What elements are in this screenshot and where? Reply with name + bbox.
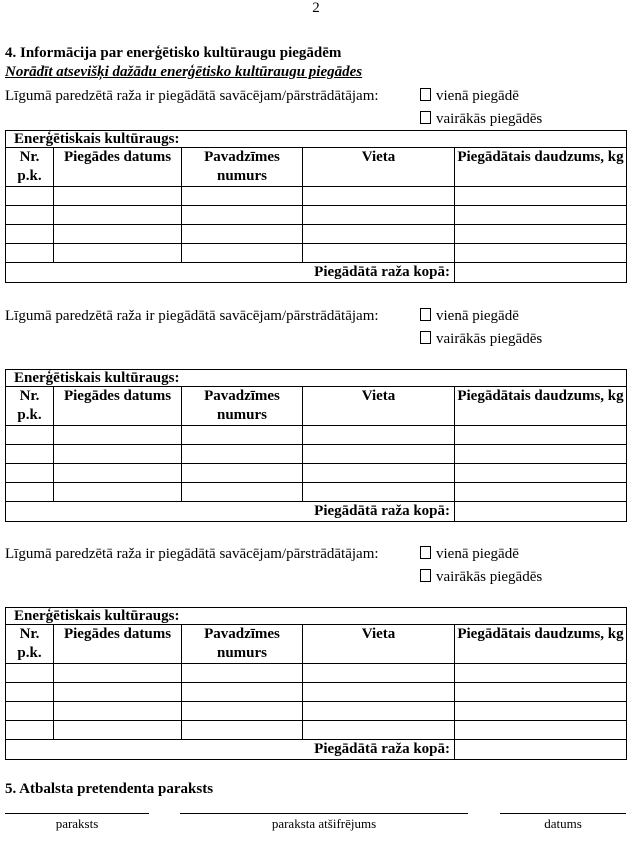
- table-cell[interactable]: [182, 664, 303, 683]
- crop-label: Enerģētiskais kultūraugs:: [6, 370, 627, 387]
- signature-decipher-line[interactable]: [180, 813, 468, 814]
- table-cell[interactable]: [303, 426, 455, 445]
- multiple-deliveries-label: vairākās piegādēs: [436, 331, 543, 347]
- date-label: datums: [544, 816, 582, 831]
- table-cell[interactable]: [455, 683, 627, 702]
- table-cell[interactable]: [182, 225, 303, 244]
- table-cell[interactable]: [455, 206, 627, 225]
- table-cell[interactable]: [6, 664, 54, 683]
- table-cell[interactable]: [303, 225, 455, 244]
- col-invoice-header: Pavadzīmes numurs: [182, 148, 303, 187]
- table-cell[interactable]: [303, 483, 455, 502]
- table-cell[interactable]: [54, 225, 182, 244]
- table-cell[interactable]: [6, 702, 54, 721]
- col-place-header: Vieta: [303, 387, 455, 426]
- delivery-question: Līgumā paredzētā raža ir piegādātā savācējam/pārstrādātājam:: [5, 308, 379, 324]
- table-cell[interactable]: [54, 244, 182, 263]
- table-cell[interactable]: [182, 187, 303, 206]
- section-5-heading: 5. Atbalsta pretendenta paraksts: [5, 781, 214, 797]
- table-cell[interactable]: [54, 483, 182, 502]
- single-delivery-label: vienā piegādē: [436, 546, 519, 562]
- delivery-table: [5, 369, 627, 522]
- col-date-header: Piegādes datums: [54, 148, 182, 187]
- table-cell[interactable]: [6, 206, 54, 225]
- table-cell[interactable]: [455, 426, 627, 445]
- table-cell[interactable]: [6, 225, 54, 244]
- table-cell[interactable]: [54, 683, 182, 702]
- table-cell[interactable]: [182, 483, 303, 502]
- table-cell[interactable]: [6, 483, 54, 502]
- delivery-table: [5, 607, 627, 760]
- table-cell[interactable]: [54, 426, 182, 445]
- crop-label: Enerģētiskais kultūraugs:: [6, 131, 627, 148]
- table-cell[interactable]: [54, 464, 182, 483]
- delivery-question: Līgumā paredzētā raža ir piegādātā savācējam/pārstrādātājam:: [5, 88, 379, 104]
- table-cell[interactable]: [54, 702, 182, 721]
- table-cell[interactable]: [455, 445, 627, 464]
- total-label: Piegādātā raža kopā:: [6, 740, 455, 760]
- total-value-cell[interactable]: [455, 740, 627, 760]
- table-cell[interactable]: [303, 187, 455, 206]
- delivery-table: [5, 130, 627, 283]
- col-nr-header: Nr. p.k.: [6, 625, 54, 664]
- table-cell[interactable]: [303, 206, 455, 225]
- multiple-deliveries-option: [420, 111, 542, 128]
- table-cell[interactable]: [303, 664, 455, 683]
- table-cell[interactable]: [455, 702, 627, 721]
- table-cell[interactable]: [6, 187, 54, 206]
- table-cell[interactable]: [182, 683, 303, 702]
- single-delivery-checkbox[interactable]: [420, 88, 431, 101]
- multiple-deliveries-checkbox[interactable]: [420, 331, 431, 344]
- total-value-cell[interactable]: [455, 263, 627, 283]
- table-cell[interactable]: [303, 464, 455, 483]
- total-value-cell[interactable]: [455, 502, 627, 522]
- table-cell[interactable]: [182, 206, 303, 225]
- table-row: [6, 206, 627, 225]
- col-qty-header: Piegādātais daudzums, kg: [455, 148, 627, 187]
- crop-label: Enerģētiskais kultūraugs:: [6, 608, 627, 625]
- table-cell[interactable]: [455, 187, 627, 206]
- single-delivery-checkbox[interactable]: [420, 308, 431, 321]
- table-cell[interactable]: [182, 464, 303, 483]
- table-cell[interactable]: [54, 206, 182, 225]
- col-qty-header: Piegādātais daudzums, kg: [455, 625, 627, 664]
- table-row: [6, 187, 627, 206]
- table-row: [6, 225, 627, 244]
- table-cell[interactable]: [455, 664, 627, 683]
- col-date-header: Piegādes datums: [54, 625, 182, 664]
- col-date-header: Piegādes datums: [54, 387, 182, 426]
- table-cell[interactable]: [455, 225, 627, 244]
- table-cell[interactable]: [303, 445, 455, 464]
- page-number: 2: [312, 0, 320, 16]
- signature-line[interactable]: [5, 813, 149, 814]
- multiple-deliveries-checkbox[interactable]: [420, 111, 431, 124]
- col-nr-header: Nr. p.k.: [6, 387, 54, 426]
- col-invoice-header: Pavadzīmes numurs: [182, 625, 303, 664]
- col-nr-header: Nr. p.k.: [6, 148, 54, 187]
- multiple-deliveries-label: vairākās piegādēs: [436, 569, 543, 585]
- table-cell[interactable]: [6, 683, 54, 702]
- table-cell[interactable]: [6, 464, 54, 483]
- col-invoice-header: Pavadzīmes numurs: [182, 387, 303, 426]
- table-cell[interactable]: [303, 702, 455, 721]
- section-4-heading: 4. Informācija par enerģētisko kultūraugu piegādēm: [5, 45, 342, 61]
- table-row: [6, 483, 627, 502]
- table-cell[interactable]: [54, 187, 182, 206]
- table-cell[interactable]: [182, 721, 303, 740]
- table-row: [6, 721, 627, 740]
- table-cell[interactable]: [54, 721, 182, 740]
- table-cell[interactable]: [182, 445, 303, 464]
- col-qty-header: Piegādātais daudzums, kg: [455, 387, 627, 426]
- table-cell[interactable]: [303, 721, 455, 740]
- table-cell[interactable]: [6, 721, 54, 740]
- table-row: [6, 426, 627, 445]
- table-row: [6, 445, 627, 464]
- table-cell[interactable]: [303, 683, 455, 702]
- table-cell[interactable]: [54, 445, 182, 464]
- multiple-deliveries-label: vairākās piegādēs: [436, 111, 543, 127]
- single-delivery-label: vienā piegādē: [436, 88, 519, 104]
- table-cell[interactable]: [455, 721, 627, 740]
- single-delivery-label: vienā piegādē: [436, 308, 519, 324]
- single-delivery-checkbox[interactable]: [420, 546, 431, 559]
- table-row: [6, 702, 627, 721]
- total-label: Piegādātā raža kopā:: [6, 263, 455, 283]
- table-row: [6, 244, 627, 263]
- table-row: [6, 664, 627, 683]
- signature-label: paraksts: [55, 816, 99, 831]
- signature-decipher-label: paraksta atšifrējums: [271, 816, 377, 831]
- table-cell[interactable]: [303, 244, 455, 263]
- table-cell[interactable]: [455, 464, 627, 483]
- table-cell[interactable]: [182, 426, 303, 445]
- table-cell[interactable]: [6, 445, 54, 464]
- table-row: [6, 464, 627, 483]
- multiple-deliveries-option: [420, 569, 542, 586]
- table-cell[interactable]: [182, 702, 303, 721]
- table-cell[interactable]: [54, 664, 182, 683]
- col-place-header: Vieta: [303, 625, 455, 664]
- table-cell[interactable]: [6, 244, 54, 263]
- table-row: [6, 683, 627, 702]
- single-delivery-option: [420, 88, 519, 105]
- total-label: Piegādātā raža kopā:: [6, 502, 455, 522]
- section-4-subheading: Norādīt atsevišķi dažādu enerģētisko kultūraugu piegādes: [5, 64, 363, 80]
- multiple-deliveries-option: [420, 331, 542, 348]
- table-cell[interactable]: [455, 244, 627, 263]
- multiple-deliveries-checkbox[interactable]: [420, 569, 431, 582]
- table-cell[interactable]: [182, 244, 303, 263]
- table-cell[interactable]: [455, 483, 627, 502]
- table-cell[interactable]: [6, 426, 54, 445]
- delivery-question: Līgumā paredzētā raža ir piegādātā savācējam/pārstrādātājam:: [5, 546, 379, 562]
- single-delivery-option: [420, 546, 519, 563]
- date-line[interactable]: [500, 813, 626, 814]
- col-place-header: Vieta: [303, 148, 455, 187]
- single-delivery-option: [420, 308, 519, 325]
